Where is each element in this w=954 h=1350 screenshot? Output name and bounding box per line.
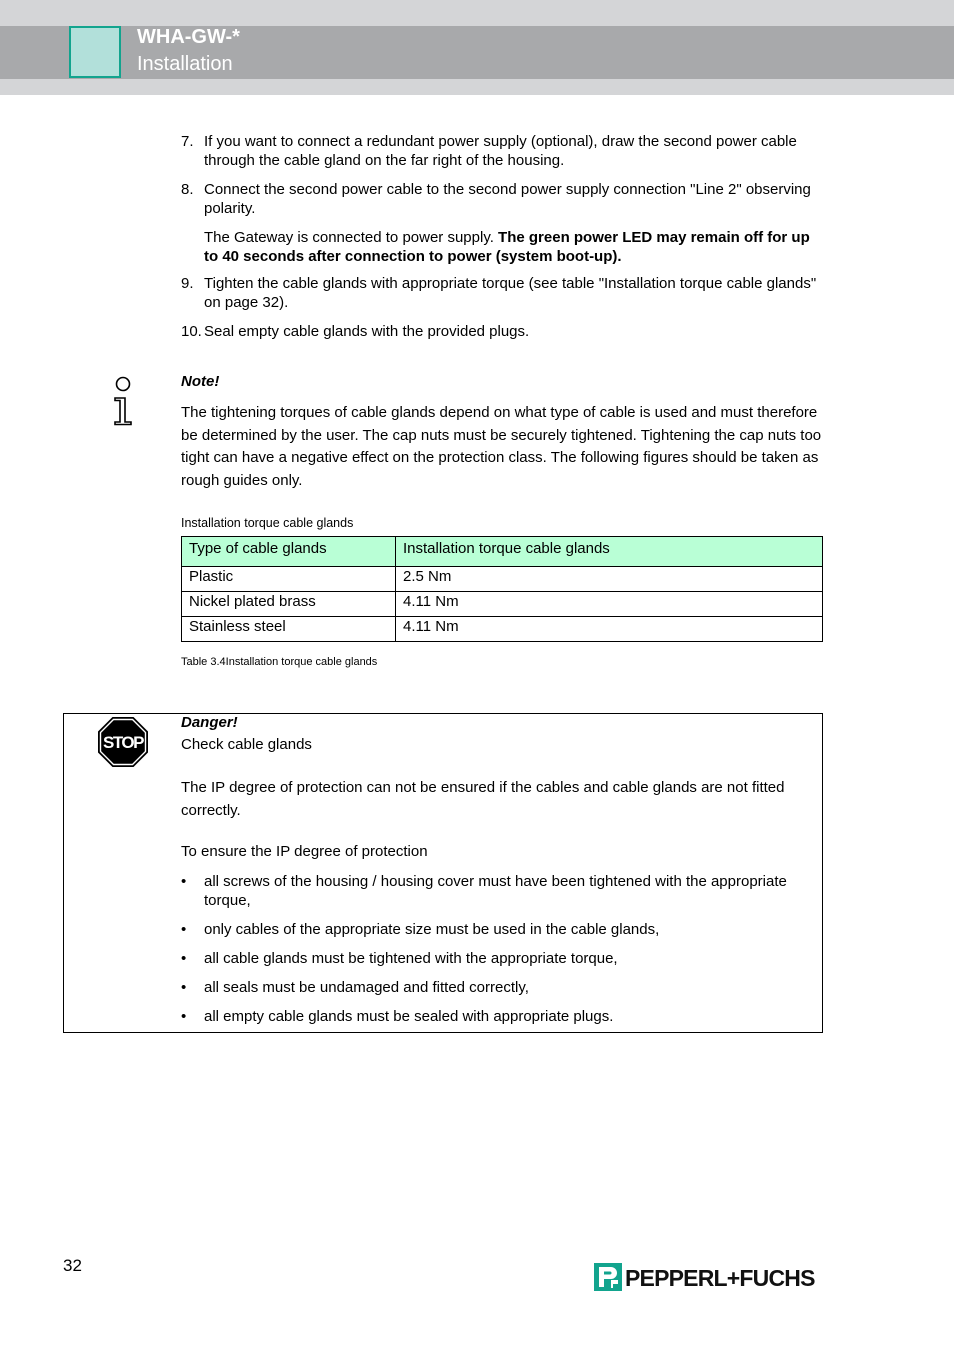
table-title: Installation torque cable glands (181, 516, 354, 530)
page-number: 32 (63, 1256, 82, 1275)
note-title: Note! (181, 373, 220, 390)
list-item (181, 180, 826, 218)
torque-value: 4.11 Nm (396, 592, 823, 617)
list-item (181, 1007, 823, 1026)
bullet-text: all screws of the housing / housing cover must have been tightened with the appropriate torque, (204, 873, 787, 909)
step-text: Connect the second power cable to the second power supply connection "Line 2" observing polarity. (204, 181, 811, 217)
step-number: 8. (181, 181, 194, 198)
cable-gland-type: Stainless steel (182, 617, 396, 642)
bullet-text: all cable glands must be tightened with the appropriate torque, (204, 950, 618, 967)
torque-value: 4.11 Nm (396, 617, 823, 642)
step-result (181, 228, 826, 266)
step-text: Tighten the cable glands with appropriate torque (see table "Installation torque cable glands" on page 32). (204, 275, 817, 311)
step-number: 10. (181, 323, 202, 340)
bullet-icon: • (181, 921, 187, 938)
column-header: Type of cable glands (182, 537, 396, 567)
bullet-text: all empty cable glands must be sealed with appropriate plugs. (204, 1008, 614, 1025)
table-row (182, 567, 823, 592)
list-item (181, 322, 826, 341)
list-item (181, 920, 823, 939)
torque-value: 2.5 Nm (396, 567, 823, 592)
list-item (181, 132, 826, 170)
danger-title: Danger! (181, 714, 238, 731)
bullet-icon: • (181, 979, 187, 996)
info-icon (112, 376, 134, 426)
bullet-icon: • (181, 1008, 187, 1025)
header-band-bottom (0, 79, 954, 95)
danger-intro: To ensure the IP degree of protection (181, 843, 428, 860)
chapter-title: Installation (137, 53, 233, 75)
bullet-text: only cables of the appropriate size must be used in the cable glands, (204, 921, 660, 938)
list-item (181, 872, 823, 910)
result-text: The Gateway is connected to power supply. (204, 229, 499, 246)
list-item (181, 949, 823, 968)
list-item (181, 978, 823, 997)
column-header: Installation torque cable glands (396, 537, 823, 567)
danger-subtitle: Check cable glands (181, 736, 312, 753)
step-number: 9. (181, 275, 194, 292)
list-item (181, 274, 826, 312)
danger-text: The IP degree of protection can not be ensured if the cables and cable glands are not fitted correctly. (181, 779, 785, 819)
cable-gland-type: Nickel plated brass (182, 592, 396, 617)
note-text: The tightening torques of cable glands depend on what type of cable is used and must therefore be determined by the user. The cap nuts must be securely tightened. Tightening the cap nuts too tight can have a negative effect on the protection class. The following figures should be taken as rough guides only. (181, 404, 822, 490)
step-number: 7. (181, 133, 194, 150)
header-band-top (0, 0, 954, 26)
svg-text:STOP: STOP (103, 733, 143, 752)
table-caption: Table 3.4Installation torque cable glands (181, 656, 378, 668)
brand-name: PEPPERL+FUCHS (625, 1265, 815, 1291)
table-row (182, 617, 823, 642)
step-text: If you want to connect a redundant power supply (optional), draw the second power cable through the cable gland on the far right of the housing. (204, 133, 797, 169)
bullet-text: all seals must be undamaged and fitted correctly, (204, 979, 529, 996)
bullet-icon: • (181, 873, 187, 890)
result-warning-text: The green power LED may remain off for up to 40 seconds after connection to power (system boot-up). (204, 229, 810, 265)
cable-gland-type: Plastic (182, 567, 396, 592)
table-row (182, 592, 823, 617)
brand-mark-icon (594, 1263, 622, 1291)
chapter-square-icon (69, 26, 121, 78)
document-title: WHA-GW-* (137, 26, 240, 48)
torque-table (181, 536, 823, 642)
step-text: Seal empty cable glands with the provided plugs. (204, 323, 530, 340)
table-header-row (182, 537, 823, 567)
bullet-icon: • (181, 950, 187, 967)
stop-sign-icon (97, 716, 149, 768)
